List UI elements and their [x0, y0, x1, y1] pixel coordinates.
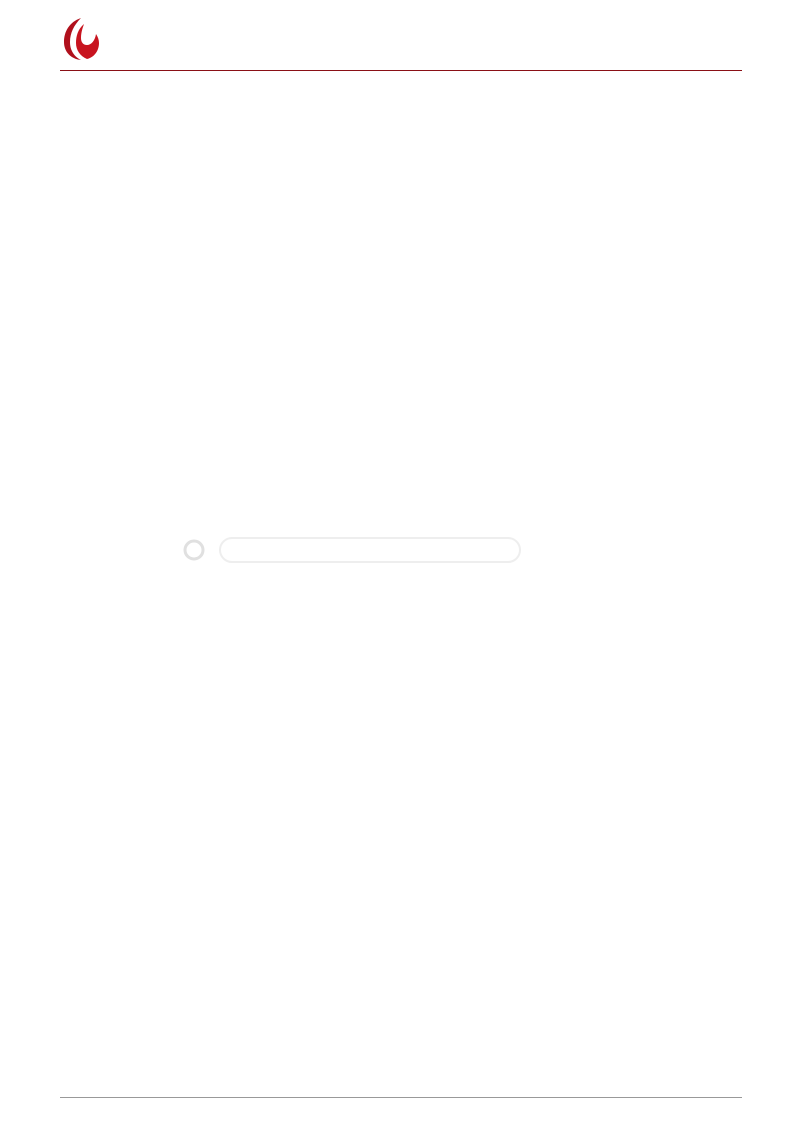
header-divider [60, 70, 742, 71]
logo-emblem-icon [60, 16, 102, 62]
watermark [180, 530, 540, 577]
company-logo [60, 16, 240, 68]
footer-divider [60, 1097, 742, 1098]
